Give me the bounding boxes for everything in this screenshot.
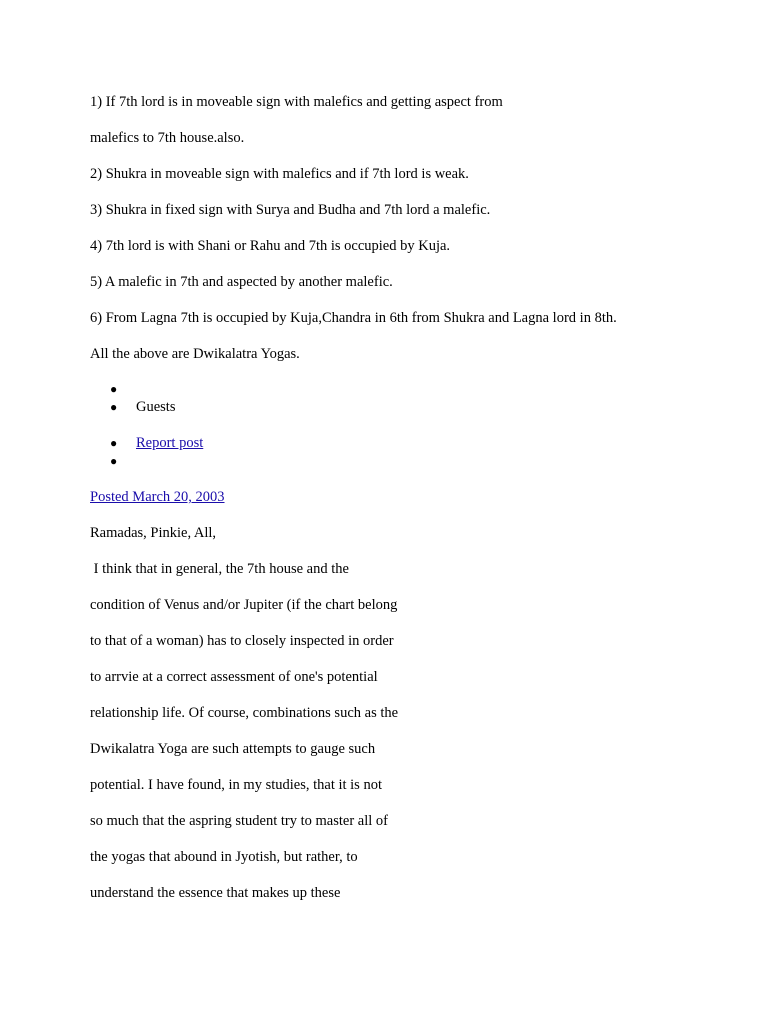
criteria-line-6: 5) A malefic in 7th and aspected by another malefic. xyxy=(90,274,393,290)
criteria-line-7: 6) From Lagna 7th is occupied by Kuja,Chandra in 6th from Shukra and Lagna lord in 8th. xyxy=(90,310,617,326)
reply-line-9: so much that the aspring student try to master all of xyxy=(90,813,388,829)
report-post-link[interactable]: Report post xyxy=(136,435,204,451)
post-author: Guests xyxy=(136,399,176,415)
criteria-line-3: 2) Shukra in moveable sign with malefics and if 7th lord is weak. xyxy=(90,166,469,182)
criteria-line-4: 3) Shukra in fixed sign with Surya and Budha and 7th lord a malefic. xyxy=(90,202,491,218)
criteria-line-5: 4) 7th lord is with Shani or Rahu and 7th is occupied by Kuja. xyxy=(90,238,451,254)
reply-line-7: Dwikalatra Yoga are such attempts to gauge such xyxy=(90,741,376,757)
reply-line-11: understand the essence that makes up these xyxy=(90,885,341,901)
bullet-icon: ● xyxy=(110,382,118,396)
criteria-line-1: 1) If 7th lord is in moveable sign with malefics and getting aspect from xyxy=(90,94,503,110)
criteria-line-2: malefics to 7th house.also. xyxy=(90,130,245,146)
reply-line-10: the yogas that abound in Jyotish, but rather, to xyxy=(90,849,358,865)
bullet-icon: ● xyxy=(110,436,118,450)
posted-date-link[interactable]: Posted March 20, 2003 xyxy=(90,489,225,505)
reply-line-8: potential. I have found, in my studies, that it is not xyxy=(90,777,382,793)
reply-line-4: to that of a woman) has to closely inspected in order xyxy=(90,633,394,649)
reply-line-2: I think that in general, the 7th house and the xyxy=(90,561,349,577)
reply-line-1: Ramadas, Pinkie, All, xyxy=(90,525,217,541)
reply-line-5: to arrvie at a correct assessment of one's potential xyxy=(90,669,378,685)
criteria-summary: All the above are Dwikalatra Yogas. xyxy=(90,346,300,362)
bullet-icon: ● xyxy=(110,454,118,468)
bullet-icon: ● xyxy=(110,400,118,414)
reply-line-6: relationship life. Of course, combinations such as the xyxy=(90,705,399,721)
reply-line-3: condition of Venus and/or Jupiter (if the chart belong xyxy=(90,597,398,613)
